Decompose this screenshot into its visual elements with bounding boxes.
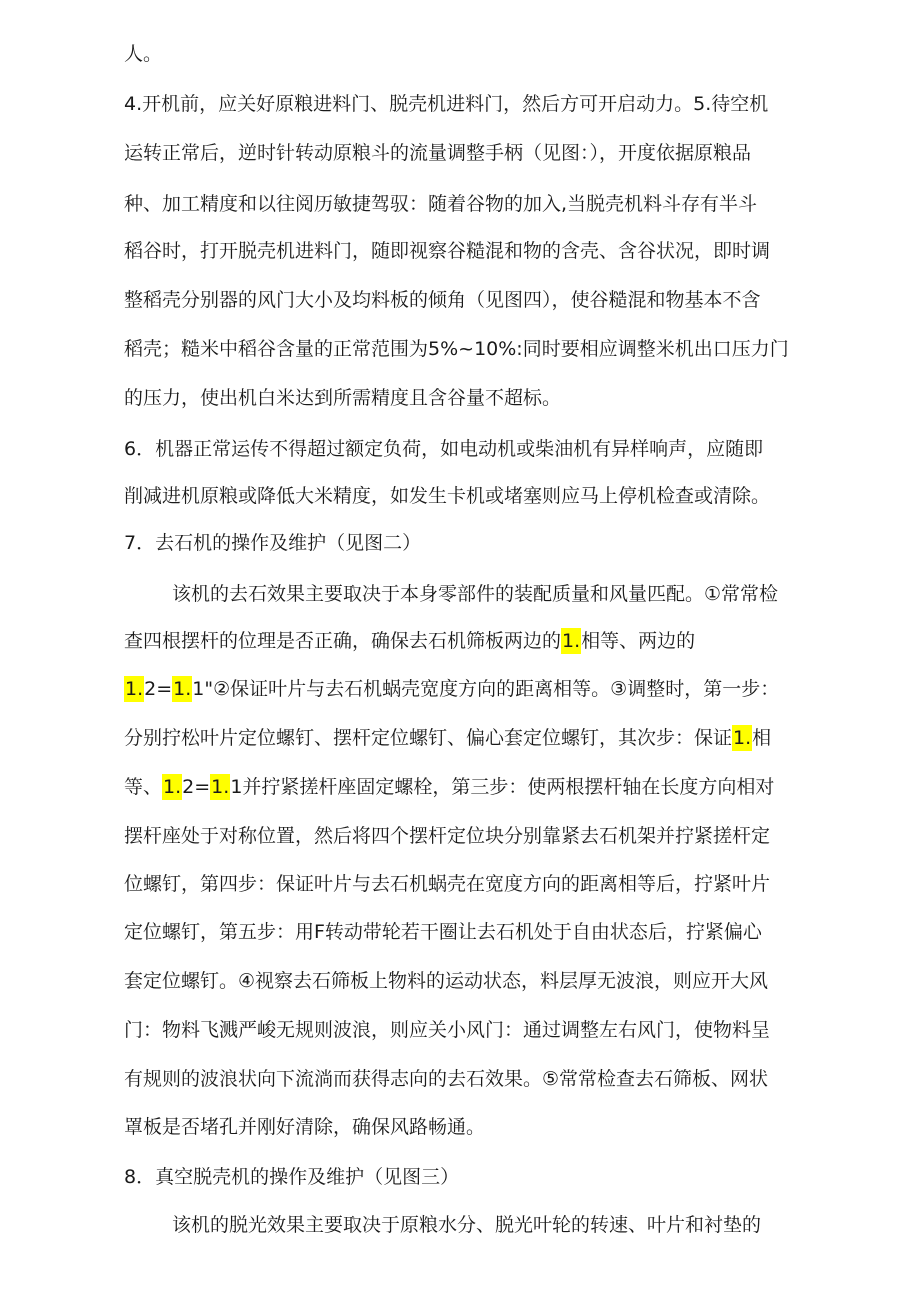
highlighted-text: 1. bbox=[125, 678, 144, 700]
highlighted-text: 1. bbox=[163, 776, 182, 798]
text-line: 削减进机原粮或降低大米精度，如发生卡机或堵塞则应马上停机检查或清除。 bbox=[124, 485, 771, 507]
text-line: 门：物料飞溅严峻无规则波浪，则应关小风门：通过调整左右风门，使物料呈 bbox=[124, 1019, 771, 1041]
text-line: 等、1.2=1.1并拧紧搓杆座固定螺栓，第三步：使两根摆杆轴在长度方向相对 bbox=[124, 776, 775, 798]
text-line: 套定位螺钉。④视察去石筛板上物料的运动状态，料层厚无波浪，则应开大风 bbox=[124, 970, 769, 992]
text-line: 整稻壳分别器的风门大小及均料板的倾角（见图四），使谷糙混和物基本不含 bbox=[124, 289, 761, 311]
text-line: 1.2=1.1"②保证叶片与去石机蜗壳宽度方向的距离相等。③调整时，第一步： bbox=[125, 678, 780, 700]
text-line: 的压力，使出机白米达到所需精度且含谷量不超标。 bbox=[124, 387, 562, 409]
text-line: 分别拧松叶片定位螺钉、摆杆定位螺钉、偏心套定位螺钉，其次步：保证1.相 bbox=[124, 727, 772, 749]
highlighted-text: 1. bbox=[173, 678, 192, 700]
text-line: 位螺钉，第四步：保证叶片与去石机蜗壳在宽度方向的距离相等后，拧紧叶片 bbox=[124, 873, 771, 895]
text-line: 该机的去石效果主要取决于本身零部件的装配质量和风量匹配。①常常检 bbox=[172, 583, 779, 605]
section-heading: 8．真空脱壳机的操作及维护（见图三） bbox=[124, 1166, 460, 1188]
section-heading: 7．去石机的操作及维护（见图二） bbox=[124, 532, 422, 554]
text-line: 4.开机前，应关好原粮进料门、脱壳机进料门，然后方可开启动力。5.待空机 bbox=[124, 93, 769, 115]
text-line: 有规则的波浪状向下流淌而获得志向的去石效果。⑤常常检查去石筛板、网状 bbox=[124, 1068, 769, 1090]
text-line: 稻壳；糙米中稻谷含量的正常范围为5%~10%:同时要相应调整米机出口压力门 bbox=[124, 338, 789, 360]
text-line: 人。 bbox=[124, 43, 163, 65]
highlighted-text: 1. bbox=[733, 727, 752, 749]
text-line: 定位螺钉，第五步：用F转动带轮若干圈让去石机处于自由状态后，拧紧偏心 bbox=[124, 921, 762, 943]
text-line: 摆杆座处于对称位置，然后将四个摆杆定位块分别靠紧去石机架并拧紧搓杆定 bbox=[124, 825, 771, 847]
text-line: 稻谷时，打开脱壳机进料门，随即视察谷糙混和物的含壳、含谷状况，即时调 bbox=[124, 240, 771, 262]
text-line: 该机的脱光效果主要取决于原粮水分、脱光叶轮的转速、叶片和衬垫的 bbox=[172, 1214, 762, 1236]
text-line: 种、加工精度和以往阅历敏捷驾驭：随着谷物的加入,当脱壳机料斗存有半斗 bbox=[124, 193, 758, 215]
highlighted-text: 1. bbox=[562, 630, 581, 652]
text-line: 6．机器正常运传不得超过额定负荷，如电动机或柴油机有异样响声，应随即 bbox=[124, 438, 764, 460]
text-line: 运转正常后，逆时针转动原粮斗的流量调整手柄（见图：），开度依据原粮品 bbox=[124, 142, 752, 164]
text-line: 罩板是否堵孔并刚好清除，确保风路畅通。 bbox=[124, 1116, 486, 1138]
text-line: 查四根摆杆的位理是否正确，确保去石机筛板两边的1.相等、两边的 bbox=[124, 630, 696, 652]
highlighted-text: 1. bbox=[211, 776, 230, 798]
